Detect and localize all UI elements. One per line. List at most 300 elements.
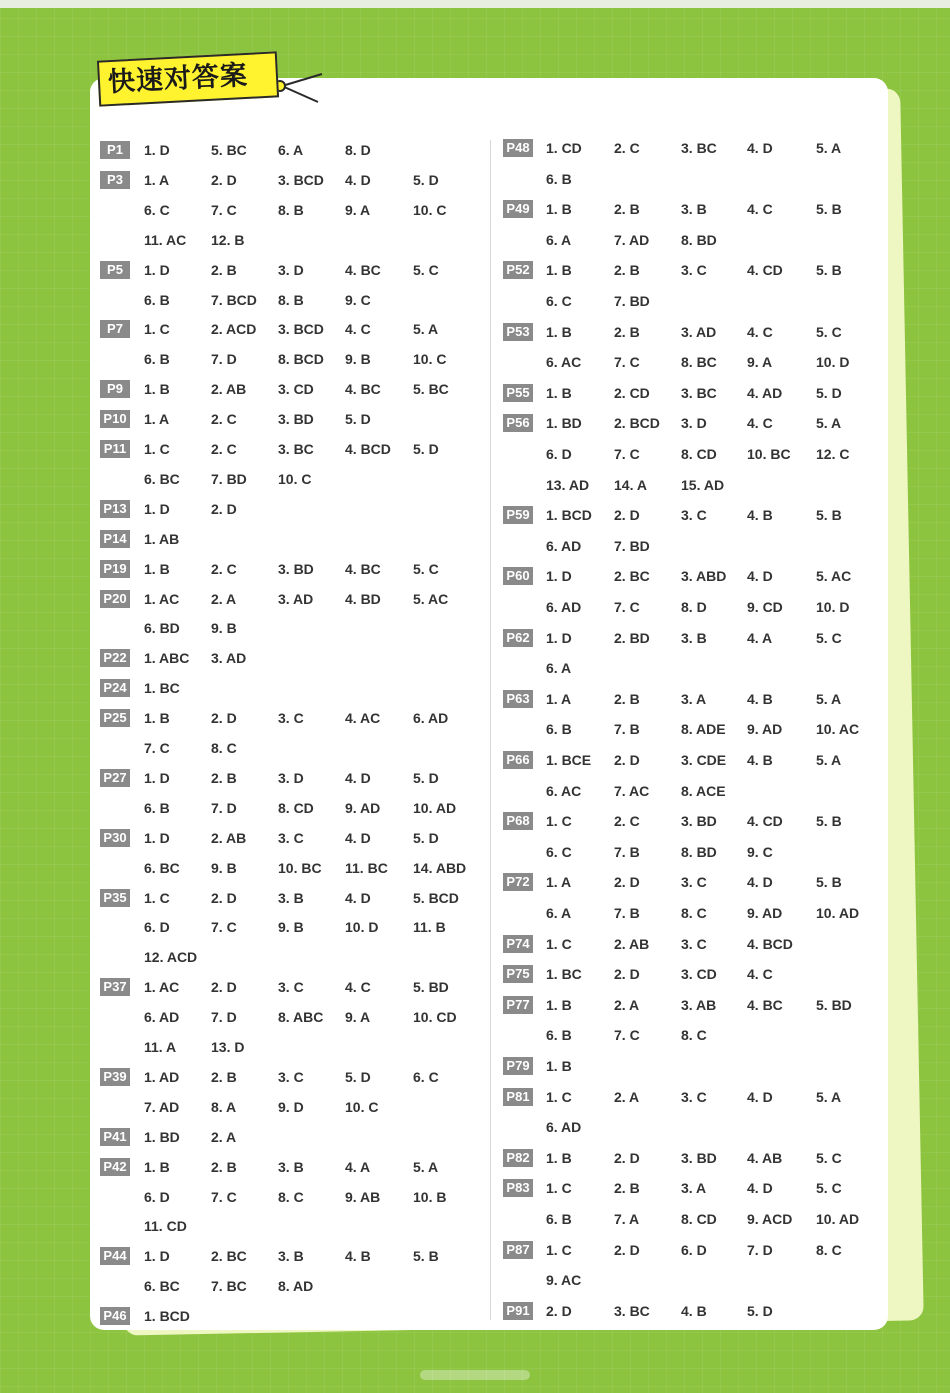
answer-item: 2. A	[614, 996, 640, 1013]
answer-item: 5. B	[816, 874, 842, 891]
page-number-label: P44	[100, 1247, 130, 1265]
answer-item: 10. D	[345, 919, 379, 936]
answer-item: 7. D	[747, 1241, 773, 1258]
answer-item: 1. D	[144, 1248, 170, 1265]
answer-item: 3. A	[681, 690, 707, 707]
column-divider	[490, 140, 491, 1320]
page-number-label: P7	[100, 320, 130, 338]
answer-item: 4. D	[345, 889, 371, 906]
page-number-label: P59	[503, 506, 533, 524]
page-number-label: P72	[503, 873, 533, 891]
answer-item: 2. CD	[614, 384, 650, 401]
answer-item: 5. D	[345, 1068, 371, 1085]
answer-item: 2. B	[211, 261, 237, 278]
answer-item: 9. AD	[345, 799, 381, 816]
answer-item: 3. C	[278, 710, 304, 727]
answer-item: 2. A	[211, 590, 237, 607]
answer-item: 4. C	[345, 979, 371, 996]
answer-item: 1. BD	[546, 415, 582, 432]
page-number-label: P66	[503, 751, 533, 769]
answer-item: 3. AB	[681, 996, 717, 1013]
answer-item: 1. D	[144, 829, 170, 846]
answer-item: 9. A	[747, 354, 773, 371]
answer-item: 14. ABD	[413, 859, 467, 876]
answer-item: 7. AC	[614, 782, 650, 799]
answer-item: 1. AC	[144, 979, 180, 996]
answer-item: 10. B	[413, 1188, 447, 1205]
answer-item: 6. AC	[546, 354, 582, 371]
answer-item: 8. B	[278, 291, 304, 308]
answer-item: 6. B	[144, 351, 170, 368]
answer-item: 2. B	[211, 1068, 237, 1085]
answer-item: 6. D	[546, 446, 572, 462]
answer-item: 2. D	[614, 752, 640, 768]
answer-item: 1. B	[546, 323, 572, 340]
answer-item: 12. ACD	[144, 949, 198, 966]
answer-item: 2. D	[614, 507, 640, 524]
answer-item: 2. B	[614, 690, 640, 707]
answer-item: 1. C	[546, 813, 572, 830]
page-number-label: P1	[100, 141, 130, 159]
page-number-label: P74	[503, 935, 533, 953]
answer-item: 2. C	[614, 813, 640, 830]
answer-item: 1. D	[546, 568, 572, 585]
answer-item: 1. B	[144, 710, 170, 727]
answer-item: 2. B	[614, 201, 640, 218]
answer-item: 3. BCD	[278, 171, 324, 188]
answer-item: 6. C	[546, 843, 572, 860]
answer-item: 7. C	[614, 599, 640, 615]
answer-item: 8. CD	[278, 799, 314, 816]
answer-item: 6. D	[144, 1188, 170, 1205]
answer-item: 8. BD	[681, 843, 717, 860]
answer-item: 15. AD	[681, 476, 725, 493]
page-number-label: P62	[503, 629, 533, 647]
answer-item: 1. B	[546, 262, 572, 279]
page-number-label: P52	[503, 261, 533, 279]
answer-item: 1. B	[546, 996, 572, 1013]
answer-item: 10. AD	[816, 1211, 860, 1227]
answer-item: 9. B	[211, 620, 237, 637]
answer-item: 5. C	[816, 1149, 842, 1166]
page-number-label: P63	[503, 690, 533, 708]
page-number-label: P68	[503, 812, 533, 830]
answer-item: 7. AD	[144, 1098, 180, 1115]
answer-item: 6. AD	[413, 710, 449, 727]
answer-item: 3. C	[681, 262, 707, 279]
answer-item: 7. BD	[614, 293, 650, 309]
answer-item: 3. D	[278, 769, 304, 786]
answer-item: 4. D	[747, 568, 773, 585]
answer-item: 10. CD	[413, 1009, 457, 1026]
page-number-label: P14	[100, 530, 130, 548]
answer-item: 6. D	[681, 1241, 707, 1258]
answer-item: 6. AD	[144, 1009, 180, 1026]
answer-item: 3. BD	[681, 813, 717, 830]
answer-item: 2. BCD	[614, 415, 660, 432]
answer-item: 3. C	[278, 829, 304, 846]
answer-item: 8. A	[211, 1098, 237, 1115]
answer-item: 3. BC	[681, 384, 717, 401]
answer-item: 2. B	[614, 1180, 640, 1197]
answer-item: 1. A	[144, 411, 170, 428]
answer-item: 8. C	[211, 740, 237, 756]
page-number-label: P13	[100, 500, 130, 518]
answer-item: 1. CD	[546, 140, 582, 156]
answer-item: 2. B	[614, 262, 640, 279]
answer-item: 1. C	[144, 889, 170, 906]
answer-item: 3. D	[681, 415, 707, 432]
answer-item: 1. D	[144, 142, 170, 158]
answer-item: 8. ACE	[681, 782, 726, 799]
page-number-label: P81	[503, 1088, 533, 1106]
answer-item: 8. D	[681, 599, 707, 615]
answer-item: 8. BC	[681, 354, 717, 371]
answer-item: 9. A	[345, 201, 371, 218]
answer-item: 9. AB	[345, 1188, 381, 1205]
answer-item: 5. A	[816, 140, 842, 156]
answer-item: 2. A	[211, 1128, 237, 1145]
answer-item: 4. AD	[747, 384, 783, 401]
answer-item: 3. C	[278, 979, 304, 996]
answer-item: 6. C	[413, 1068, 439, 1085]
answer-item: 7. C	[614, 354, 640, 371]
answer-item: 2. B	[211, 769, 237, 786]
answer-item: 12. B	[211, 231, 245, 248]
answer-item: 1. B	[546, 384, 572, 401]
answer-item: 3. AD	[278, 590, 314, 607]
answer-item: 1. A	[546, 874, 572, 891]
answer-item: 2. B	[211, 1158, 237, 1175]
answer-item: 5. BD	[816, 996, 852, 1013]
answer-item: 4. C	[345, 321, 371, 338]
answer-item: 3. CD	[681, 966, 717, 983]
answer-item: 5. D	[747, 1302, 773, 1319]
answer-item: 4. B	[747, 507, 773, 524]
answer-item: 7. B	[614, 843, 640, 860]
answer-item: 4. D	[345, 171, 371, 188]
page-number-label: P37	[100, 978, 130, 996]
page-number-label: P39	[100, 1068, 130, 1086]
answer-item: 4. D	[747, 1088, 773, 1105]
answer-item: 4. C	[747, 966, 773, 983]
answer-item: 5. C	[816, 1180, 842, 1197]
answer-item: 4. D	[747, 1180, 773, 1197]
answer-item: 5. B	[816, 507, 842, 524]
answer-item: 6. A	[546, 660, 572, 677]
answer-item: 11. A	[144, 1039, 177, 1055]
answer-item: 6. C	[546, 293, 572, 309]
page-number-label: P41	[100, 1128, 130, 1146]
page-number-label: P20	[100, 590, 130, 608]
answer-item: 7. B	[614, 905, 640, 921]
answer-item: 2. D	[614, 874, 640, 891]
answer-item: 10. AD	[413, 799, 457, 816]
page-number-label: P60	[503, 567, 533, 585]
answer-item: 3. BCD	[278, 321, 324, 338]
page-number-label: P11	[100, 440, 130, 458]
answer-item: 5. D	[413, 441, 439, 457]
answer-item: 10. C	[413, 201, 447, 218]
answer-item: 12. C	[816, 446, 850, 462]
answer-item: 2. D	[614, 1149, 640, 1166]
answer-item: 4. BC	[747, 996, 783, 1013]
answer-item: 2. D	[614, 1241, 640, 1258]
answer-item: 6. BC	[144, 859, 180, 876]
answer-item: 3. B	[681, 629, 707, 646]
answer-item: 2. BC	[211, 1248, 247, 1265]
answer-item: 5. C	[413, 560, 439, 577]
answer-item: 9. A	[345, 1009, 371, 1026]
answer-item: 4. AC	[345, 710, 381, 727]
page-number-label: P75	[503, 965, 533, 983]
answer-item: 7. C	[211, 919, 237, 936]
answer-item: 5. BD	[413, 979, 449, 996]
answer-item: 1. B	[144, 381, 170, 398]
answer-item: 9. C	[747, 843, 773, 860]
page-number-label: P3	[100, 171, 130, 189]
answer-item: 3. BD	[278, 411, 314, 428]
answer-item: 5. A	[816, 415, 842, 432]
answer-item: 5. B	[816, 201, 842, 218]
answer-item: 5. D	[413, 829, 439, 846]
answer-item: 4. CD	[747, 262, 783, 279]
answer-item: 8. CD	[681, 446, 717, 462]
answer-item: 1. C	[546, 1241, 572, 1258]
answer-item: 3. BC	[681, 140, 717, 156]
answer-item: 8. B	[278, 201, 304, 218]
answer-item: 3. CD	[278, 381, 314, 398]
answer-item: 1. AB	[144, 530, 180, 547]
answer-item: 2. D	[211, 710, 237, 727]
answer-item: 8. ABC	[278, 1009, 324, 1026]
answer-item: 2. C	[614, 140, 640, 156]
answer-item: 8. AD	[278, 1278, 314, 1295]
answer-item: 8. BD	[681, 231, 717, 248]
answer-item: 9. ACD	[747, 1211, 793, 1227]
answer-item: 7. BCD	[211, 291, 257, 308]
answer-item: 8. ADE	[681, 721, 726, 738]
answer-item: 7. BD	[211, 470, 247, 487]
answer-item: 4. C	[747, 415, 773, 432]
answer-item: 5. D	[816, 384, 842, 401]
answer-item: 4. BC	[345, 261, 381, 278]
answer-item: 10. BC	[278, 859, 322, 876]
answer-item: 9. B	[278, 919, 304, 936]
answer-item: 1. A	[546, 690, 572, 707]
answer-item: 1. D	[546, 629, 572, 646]
answer-item: 6. AC	[546, 782, 582, 799]
answer-item: 4. D	[747, 140, 773, 156]
answer-item: 5. A	[413, 1158, 439, 1175]
answer-item: 7. C	[144, 740, 170, 756]
answer-item: 10. AD	[816, 905, 860, 921]
answer-item: 7. BC	[211, 1278, 247, 1295]
answer-item: 2. B	[614, 323, 640, 340]
answer-item: 5. AC	[413, 590, 449, 607]
answer-item: 6. B	[546, 170, 572, 187]
answer-item: 1. D	[144, 500, 170, 517]
answer-item: 4. BC	[345, 560, 381, 577]
answer-item: 1. BCD	[144, 1308, 190, 1325]
answer-item: 9. AC	[546, 1272, 582, 1289]
answer-item: 6. A	[546, 231, 572, 248]
page-number-label: P46	[100, 1307, 130, 1325]
answer-item: 7. AD	[614, 231, 650, 248]
answer-item: 6. BC	[144, 1278, 180, 1295]
answer-item: 1. BC	[144, 680, 180, 697]
answer-item: 10. C	[413, 351, 447, 368]
page-number-label: P91	[503, 1302, 533, 1320]
page-number-label: P30	[100, 829, 130, 847]
answer-item: 5. BCD	[413, 889, 459, 906]
page-number-label: P77	[503, 996, 533, 1014]
answer-item: 5. A	[816, 690, 842, 707]
answer-item: 2. AB	[211, 381, 247, 398]
answer-item: 1. C	[546, 1180, 572, 1197]
answer-item: 3. C	[681, 874, 707, 891]
answer-item: 2. ACD	[211, 321, 257, 338]
answer-item: 3. B	[278, 889, 304, 906]
answer-item: 8. C	[278, 1188, 304, 1205]
answer-item: 10. C	[278, 470, 312, 487]
bottom-mark	[420, 1370, 530, 1380]
answer-item: 6. A	[546, 905, 572, 921]
page-number-label: P10	[100, 410, 130, 428]
answer-item: 6. AD	[546, 599, 582, 615]
answer-item: 1. B	[144, 1158, 170, 1175]
answer-item: 9. AD	[747, 905, 783, 921]
answer-item: 5. A	[816, 752, 842, 768]
answer-item: 9. B	[211, 859, 237, 876]
page-number-label: P27	[100, 769, 130, 787]
answer-item: 5. C	[816, 323, 842, 340]
answer-item: 13. D	[211, 1039, 245, 1055]
page-number-label: P53	[503, 323, 533, 341]
answer-item: 1. B	[546, 1149, 572, 1166]
answer-item: 3. B	[681, 201, 707, 218]
answer-item: 2. D	[614, 966, 640, 983]
answer-item: 5. D	[413, 171, 439, 188]
answer-item: 7. D	[211, 799, 237, 816]
answer-item: 6. A	[278, 142, 304, 158]
answer-item: 3. BC	[278, 441, 314, 457]
answer-item: 4. D	[345, 769, 371, 786]
answer-item: 4. AB	[747, 1149, 783, 1166]
answer-item: 4. D	[345, 829, 371, 846]
answer-item: 2. BD	[614, 629, 650, 646]
answer-item: 1. BD	[144, 1128, 180, 1145]
answer-item: 4. D	[747, 874, 773, 891]
answer-item: 7. BD	[614, 537, 650, 554]
page-number-label: P87	[503, 1241, 533, 1259]
answer-item: 4. BCD	[345, 441, 391, 457]
answer-item: 2. D	[546, 1302, 572, 1319]
answer-item: 6. C	[144, 201, 170, 218]
answer-item: 4. A	[345, 1158, 371, 1175]
answer-item: 7. C	[614, 446, 640, 462]
answer-item: 5. C	[816, 629, 842, 646]
page-number-label: P35	[100, 889, 130, 907]
answer-item: 4. A	[747, 629, 773, 646]
answer-item: 3. AD	[211, 650, 247, 667]
answer-item: 11. AC	[144, 231, 187, 248]
answer-item: 10. AC	[816, 721, 860, 738]
answer-item: 5. BC	[211, 142, 247, 158]
page-number-label: P55	[503, 384, 533, 402]
answer-item: 5. B	[413, 1248, 439, 1265]
page-number-label: P79	[503, 1057, 533, 1075]
answer-item: 2. A	[614, 1088, 640, 1105]
answer-item: 4. BC	[345, 381, 381, 398]
answer-item: 1. A	[144, 171, 170, 188]
answer-item: 11. B	[413, 919, 446, 936]
answer-item: 5. A	[816, 1088, 842, 1105]
answer-item: 2. D	[211, 979, 237, 996]
answer-item: 2. D	[211, 500, 237, 517]
answer-item: 7. C	[211, 1188, 237, 1205]
answer-item: 3. BD	[278, 560, 314, 577]
answer-item: 1. BC	[546, 966, 582, 983]
answer-item: 2. C	[211, 441, 237, 457]
answer-item: 3. CDE	[681, 752, 727, 768]
answer-item: 7. D	[211, 351, 237, 368]
answer-item: 1. C	[144, 321, 170, 338]
answer-item: 7. C	[211, 201, 237, 218]
answer-item: 8. C	[681, 1027, 707, 1044]
answer-item: 3. ABD	[681, 568, 727, 585]
answer-item: 7. D	[211, 1009, 237, 1026]
answer-item: 1. B	[546, 1058, 572, 1074]
page-number-label: P9	[100, 380, 130, 398]
answer-item: 6. AD	[546, 1119, 582, 1136]
answer-item: 6. BD	[144, 620, 180, 637]
answer-item: 9. AD	[747, 721, 783, 738]
answer-item: 3. BD	[681, 1149, 717, 1166]
answer-item: 6. BC	[144, 470, 180, 487]
answer-item: 4. CD	[747, 813, 783, 830]
page-number-label: P56	[503, 414, 533, 432]
answer-item: 2. AB	[211, 829, 247, 846]
answer-item: 9. D	[278, 1098, 304, 1115]
answer-item: 4. BD	[345, 590, 381, 607]
answer-item: 6. B	[546, 1211, 572, 1227]
answer-item: 8. C	[816, 1241, 842, 1258]
page-number-label: P82	[503, 1149, 533, 1167]
answer-item: 2. C	[211, 560, 237, 577]
page-number-label: P48	[503, 139, 533, 157]
answer-item: 3. BC	[614, 1302, 650, 1319]
answer-item: 3. C	[681, 935, 707, 952]
page-title: 快速对答案	[97, 51, 279, 106]
answer-item: 1. ABC	[144, 650, 190, 667]
answer-item: 1. D	[144, 769, 170, 786]
page-number-label: P19	[100, 560, 130, 578]
answer-item: 14. A	[614, 476, 647, 493]
answer-item: 1. B	[144, 560, 170, 577]
answer-item: 5. B	[816, 813, 842, 830]
answer-item: 5. C	[413, 261, 439, 278]
answer-item: 3. D	[278, 261, 304, 278]
answer-item: 10. C	[345, 1098, 379, 1115]
answer-item: 6. AD	[546, 537, 582, 554]
answer-item: 2. D	[211, 171, 237, 188]
answer-item: 6. B	[144, 291, 170, 308]
answer-item: 1. BCD	[546, 507, 592, 524]
answer-item: 4. B	[345, 1248, 371, 1265]
answer-item: 2. BC	[614, 568, 650, 585]
answer-item: 6. D	[144, 919, 170, 936]
